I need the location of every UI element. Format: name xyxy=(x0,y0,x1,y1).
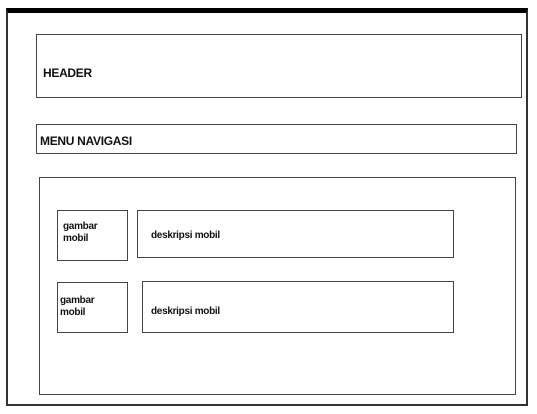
car-description-block xyxy=(142,281,454,333)
car-image-label-line2: mobil xyxy=(63,233,89,244)
header-label: HEADER xyxy=(43,66,92,80)
car-image-label-line1: gambar xyxy=(63,221,98,232)
menu-navigation-label: MENU NAVIGASI xyxy=(40,134,132,148)
car-image-placeholder xyxy=(57,210,128,261)
car-image-label xyxy=(63,221,123,245)
car-image-label-line1: gambar xyxy=(60,295,95,306)
car-description-label: deskripsi mobil xyxy=(151,230,220,241)
car-description-block xyxy=(137,210,454,258)
car-description-label: deskripsi mobil xyxy=(151,306,220,317)
menu-navigation-block xyxy=(36,124,517,154)
car-image-placeholder xyxy=(57,282,128,333)
car-image-label xyxy=(60,295,120,319)
car-image-label-line2: mobil xyxy=(60,307,86,318)
header-block xyxy=(36,34,522,98)
